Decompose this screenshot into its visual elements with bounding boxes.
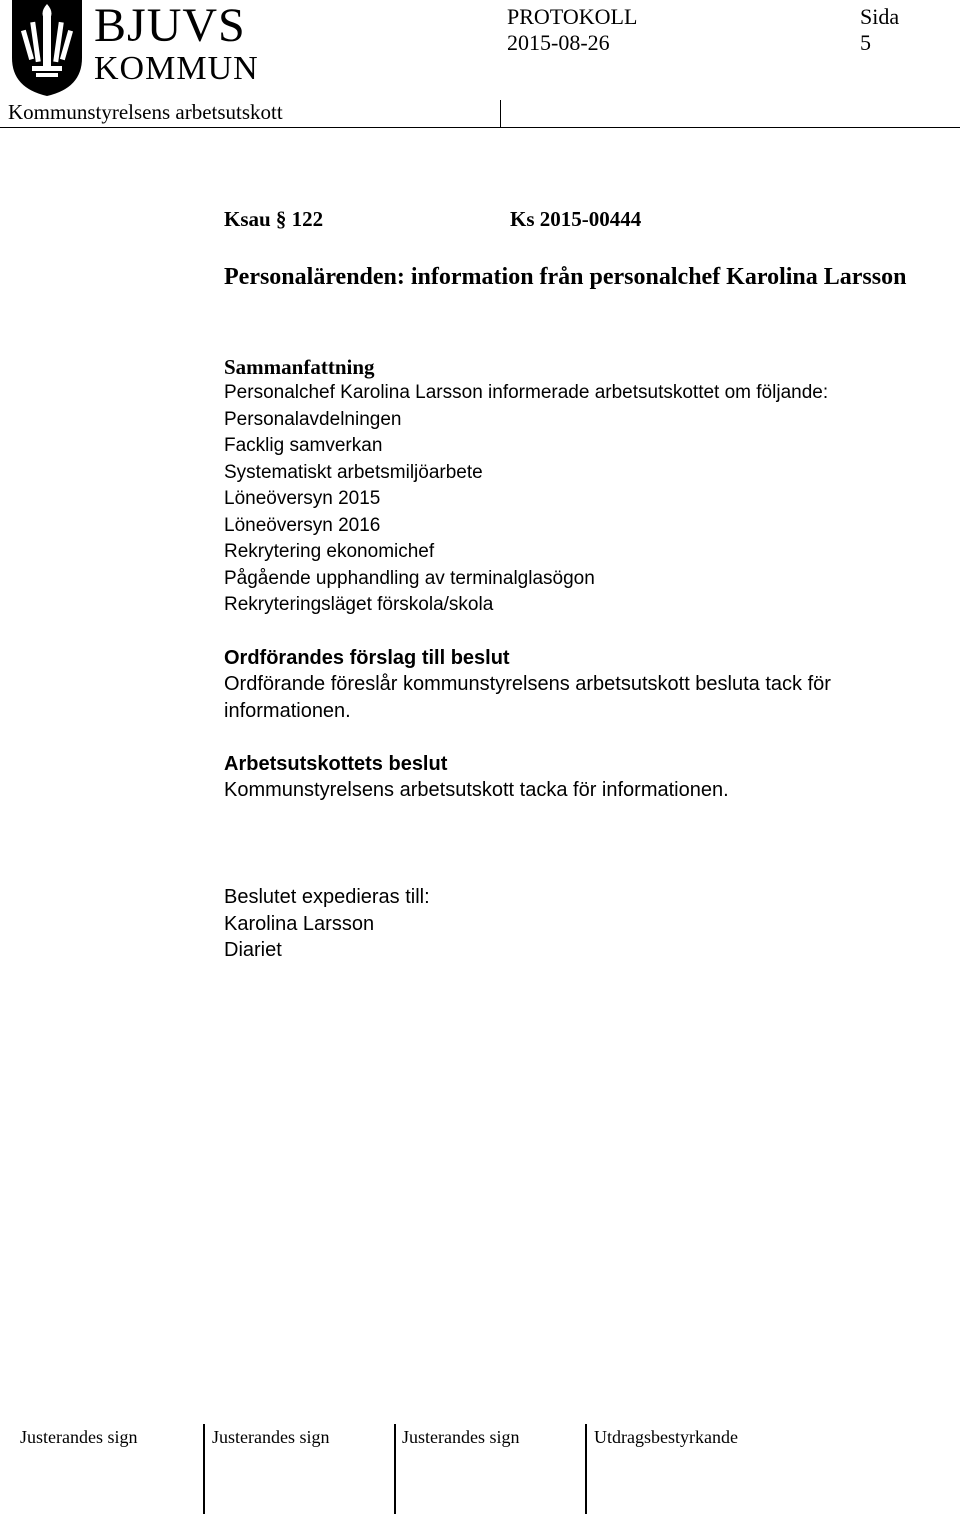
signature-divider [203,1424,205,1514]
torch-emblem-icon [8,0,86,96]
decision-text: Kommunstyrelsens arbetsutskott tacka för informationen. [224,779,729,801]
logo-text-line2: KOMMUN [94,50,259,87]
signature-field-label: Justerandes sign [402,1427,520,1447]
summary-topic: Pågående upphandling av terminalglasögon [224,567,595,589]
header-rule [0,127,960,128]
summary-list [224,380,828,619]
summary-topic: Löneöversyn 2016 [224,514,381,536]
summary-topic: Systematiskt arbetsmiljöarbete [224,461,483,483]
summary-heading: Sammanfattning [224,355,375,379]
dispatch-heading: Beslutet expedieras till: [224,886,430,908]
paragraph-reference: Ksau § 122 [224,207,324,231]
proposal-heading: Ordförandes förslag till beslut [224,647,510,669]
dispatch-list [224,884,430,964]
logo-text-line1: BJUVS [94,0,246,52]
dispatch-recipient: Diariet [224,939,282,961]
summary-topic: Facklig samverkan [224,435,383,456]
case-number: Ks 2015-00444 [510,207,642,231]
summary-topic: Rekrytering ekonomichef [224,541,435,562]
signature-field-label: Utdragsbestyrkande [594,1427,738,1447]
summary-intro: Personalchef Karolina Larsson informerade arbetsutskottet om följande: [224,382,829,403]
summary-topic: Personalavdelningen [224,408,402,430]
header-divider-vertical [500,100,501,128]
signature-footer [0,1424,960,1514]
decision-heading: Arbetsutskottets beslut [224,753,448,775]
summary-topic: Löneöversyn 2015 [224,488,381,509]
summary-topic: Rekryteringsläget förskola/skola [224,594,494,615]
page-label: Sida [860,4,900,29]
proposal-text: Ordförande föreslår kommunstyrelsens arbetsutskott besluta tack för informationen. [224,673,831,722]
page-number: 5 [860,30,871,55]
document-date: 2015-08-26 [507,30,610,55]
document-type: PROTOKOLL [507,4,638,29]
municipality-logo [8,0,259,98]
signature-field-label: Justerandes sign [212,1427,330,1447]
signature-field-label: Justerandes sign [20,1427,138,1447]
item-title: Personalärenden: information från personalchef Karolina Larsson [224,264,907,290]
signature-divider [585,1424,587,1514]
dispatch-recipient: Karolina Larsson [224,912,375,935]
signature-divider [394,1424,396,1514]
committee-name: Kommunstyrelsens arbetsutskott [8,100,283,124]
